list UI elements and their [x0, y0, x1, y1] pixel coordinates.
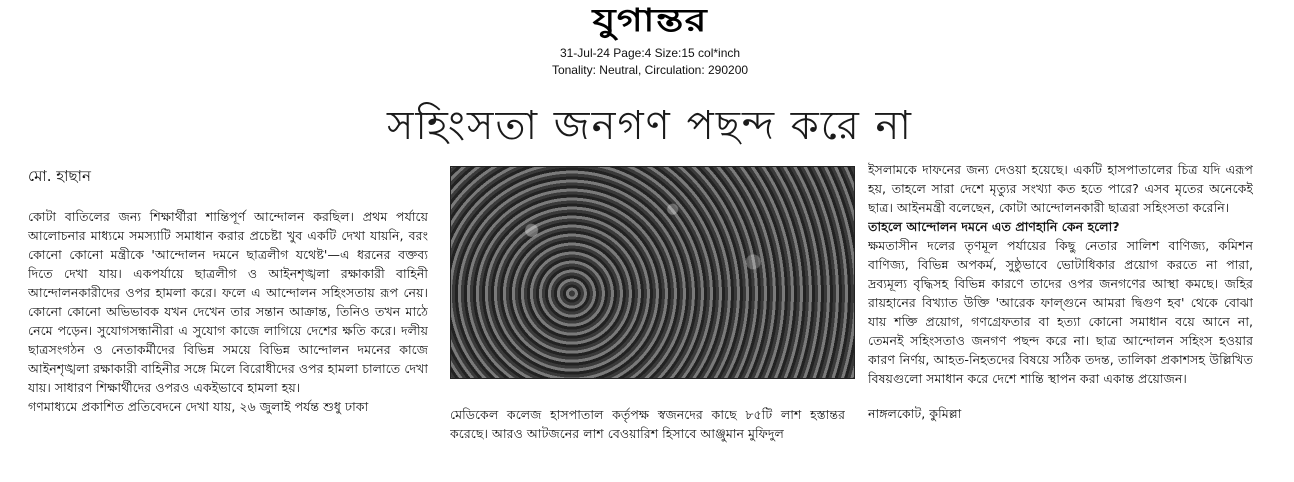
- article-headline: সহিংসতা জনগণ পছন্দ করে না: [386, 103, 914, 149]
- paragraph: ইসলামকে দাফনের জন্য দেওয়া হয়েছে। একটি হাসপাতালের চিত্র যদি এরূপ হয়, তাহলে সারা দেশে মৃত্যুর সংখ্যা কত হতে পারে? এসব মৃতের অনেকেই ছাত্র। আইনমন্ত্রী বলেছেন, কোটা আন্দোলনকারী ছাত্ররা সহিংসতা করেনি।: [868, 162, 1253, 215]
- newspaper-logo: যুগান্তর: [592, 1, 708, 39]
- clipping-meta-line-2: Tonality: Neutral, Circulation: 290200: [551, 63, 749, 77]
- newspaper-masthead: [555, 2, 745, 42]
- protest-crowd-photo: [450, 166, 855, 379]
- article-column-left: [28, 207, 428, 447]
- clipping-meta-line-1: 31-Jul-24 Page:4 Size:15 col*inch: [559, 46, 741, 60]
- article-column-middle: [450, 405, 845, 445]
- author-location: নাঙ্গলকোট, কুমিল্লা: [868, 406, 962, 421]
- paragraph: গণমাধ্যমে প্রকাশিত প্রতিবেদনে দেখা যায়, ২৬ জুলাই পর্যন্ত শুধু ঢাকা: [28, 399, 369, 414]
- paragraph: মেডিকেল কলেজ হাসপাতাল কর্তৃপক্ষ স্বজনদের কাছে ৮৫টি লাশ হস্তান্তর করেছে। আরও আটজনের লাশ বেওয়ারিশ হিসাবে আঞ্জুমান মুফিদুল: [450, 407, 845, 441]
- paragraph: কোটা বাতিলের জন্য শিক্ষার্থীরা শান্তিপূর্ণ আন্দোলন করছিল। প্রথম পর্যায়ে আলোচনার মাধ্যমে সমস্যাটি সমাধান করার প্রচেষ্টা খুব একটি দেখা যায়নি, বরং কোনো কোনো মন্ত্রীকে 'আন্দোলন দমনে ছাত্রলীগ যথেষ্ট'—এ ধরনের বক্তব্য দিতে দেখা যায়। একপর্যায়ে ছাত্রলীগ ও আইনশৃঙ্খলা রক্ষাকারী বাহিনী আন্দোলনকারীদের ওপর হামলা করে। ফলে এ আন্দোলন সহিংসতায় রূপ নেয়। কোনো কোনো অভিভাবক যখন দেখেন তার সন্তান আক্রান্ত, তিনিও তখন মাঠে নেমে পড়েন। সুযোগসন্ধানীরা এ সুযোগ কাজে লাগিয়ে দেশের ক্ষতি করে। দলীয় ছাত্রসংগঠন ও নেতাকর্মীদের বিভিন্ন সময়ে বিভিন্ন আন্দোলন দমনের কাজে আইনশৃঙ্খলা রক্ষাকারী বাহিনীর সঙ্গে মিলে বিরোধীদের ওপর হামলা চালাতে দেখা যায়। সাধারণ শিক্ষার্থীদের ওপরও একইভাবে হামলা হয়।: [28, 209, 428, 395]
- paragraph: ক্ষমতাসীন দলের তৃণমূল পর্যায়ের কিছু নেতার সালিশ বাণিজ্য, কমিশন বাণিজ্য, বিভিন্ন অপকর্ম, সুষ্ঠুভাবে ভোটাধিকার প্রয়োগ করতে না পারা, দ্রব্যমূল্য বৃদ্ধিসহ বিভিন্ন কারণে তাদের ওপর জনগণের আস্থা কমছে। জহির রায়হানের বিখ্যাত উক্তি 'আরেক ফাল্গুনে আমরা দ্বিগুণ হব' থেকে বোঝা যায় শক্তি প্রয়োগ, গণগ্রেফতার বা হত্যা কোনো সমাধান বয়ে আনে না, তেমনই সহিংসতাও জনগণ পছন্দ করে না। ছাত্র আন্দোলন সহিংস হওয়ার কারণ নির্ণয়, আহত-নিহতদের বিষয়ে সঠিক তদন্ত, তালিকা প্রকাশসহ উল্লিখিত বিষয়গুলো সমাধান করে দেশে শান্তি স্থাপন করা একান্ত প্রয়োজন।: [868, 238, 1253, 386]
- article-column-right: [868, 160, 1253, 400]
- article-subhead: তাহলে আন্দোলন দমনে এত প্রাণহানি কেন হলো?: [868, 219, 1120, 234]
- article-byline: মো. হাছান: [28, 167, 91, 185]
